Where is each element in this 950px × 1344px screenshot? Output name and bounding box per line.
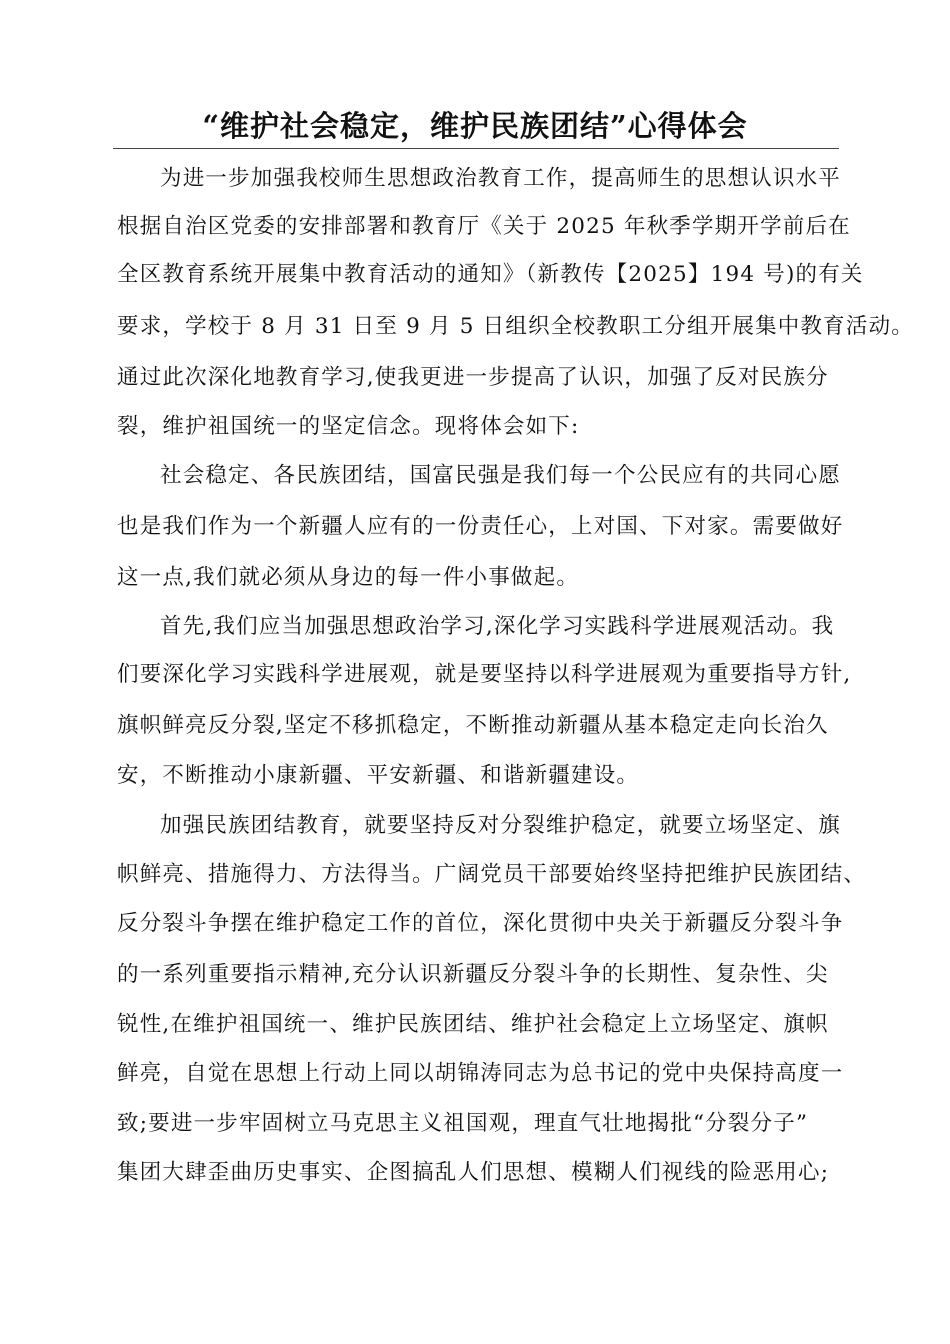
text-line: 致;要进一步牢固树立马克思主义祖国观，理直气壮地揭批“分裂分子” xyxy=(117,1111,809,1136)
text-line: 要求，学校于 8 月 31 日至 9 月 5 日组织全校教职工分组开展集中教育活动。 xyxy=(117,314,914,339)
text-line: 根据自治区党委的安排部署和教育厅《关于 2025 年秋季学期开学前后在 xyxy=(117,214,851,239)
text-line: 反分裂斗争摆在维护稳定工作的首位，深化贯彻中央关于新疆反分裂斗争 xyxy=(117,911,844,936)
text-line: 为进一步加强我校师生思想政治教育工作，提高师生的思想认识水平 xyxy=(160,166,842,191)
text-line: 全区教育系统开展集中教育活动的通知》（新教传【2025】194 号)的有关 xyxy=(117,262,864,287)
text-line: 这一点,我们就必须从身边的每一件小事做起。 xyxy=(117,565,580,590)
text-line: 裂，维护祖国统一的坚定信念。现将体会如下: xyxy=(117,414,580,439)
text-line: 的一系列重要指示精神,充分认识新疆反分裂斗争的长期性、复杂性、尖 xyxy=(117,962,829,987)
text-line: 锐性,在维护祖国统一、维护民族团结、维护社会稳定上立场坚定、旗帜 xyxy=(117,1012,829,1037)
text-line: 也是我们作为一个新疆人应有的一份责任心，上对国、下对家。需要做好 xyxy=(117,514,844,539)
text-line: 们要深化学习实践科学进展观，就是要坚持以科学进展观为重要指导方针, xyxy=(117,662,852,687)
text-line: 鲜亮，自觉在思想上行动上同以胡锦涛同志为总书记的党中央保持高度一 xyxy=(117,1061,844,1086)
text-line: 通过此次深化地教育学习,使我更进一步提高了认识，加强了反对民族分 xyxy=(117,365,829,390)
document-title: “维护社会稳定，维护民族团结”心得体会 xyxy=(202,109,748,143)
text-line: 安，不断推动小康新疆、平安新疆、和谐新疆建设。 xyxy=(117,763,640,788)
text-line: 帜鲜亮、措施得力、方法得当。广阔党员干部要始终坚持把维护民族团结、 xyxy=(117,862,867,887)
text-line: 首先,我们应当加强思想政治学习,深化学习实践科学进展观活动。我 xyxy=(160,614,835,639)
text-line: 旗帜鲜亮反分裂,坚定不移抓稳定，不断推动新疆从基本稳定走向长治久 xyxy=(117,713,829,738)
title-underline xyxy=(113,148,839,149)
text-line: 加强民族团结教育，就要坚持反对分裂维护稳定，就要立场坚定、旗 xyxy=(160,813,842,838)
text-line: 集团大肆歪曲历史事实、企图搞乱人们思想、模糊人们视线的险恶用心; xyxy=(117,1160,830,1185)
text-line: 社会稳定、各民族团结，国富民强是我们每一个公民应有的共同心愿 xyxy=(160,463,842,488)
